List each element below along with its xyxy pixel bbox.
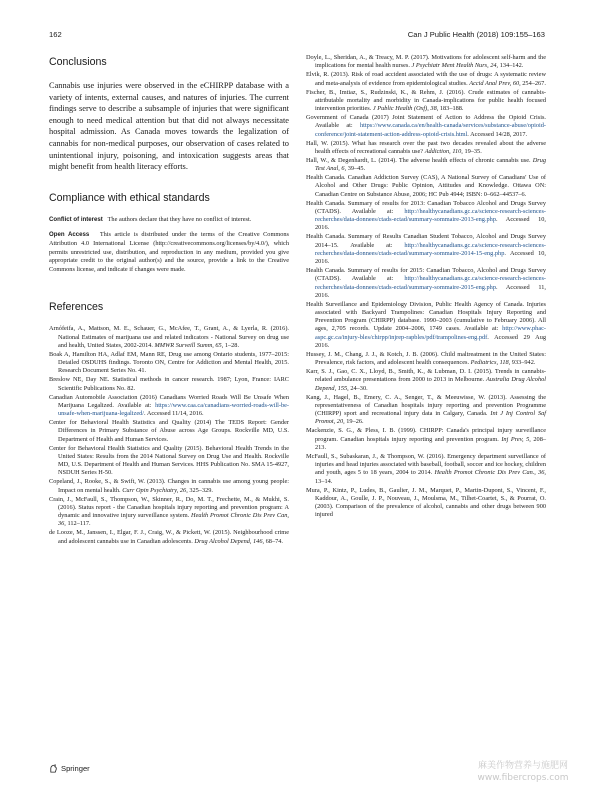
reference-entry: Karr, S. J., Gao, C. X., Lloyd, B., Smith, K., & Lubman, D. I. (2015). Trends in cannabis-related ambulance presentations from 2000 to 2013 in Melbourne. Australia Drug Alcohol Depend, 155, 24–30. xyxy=(306,368,546,392)
reference-journal: Health Promot Chronic Dis Prev Can., 36, xyxy=(434,469,546,477)
journal-citation: Can J Public Health (2018) 109:155–163 xyxy=(407,30,545,39)
reference-list-left xyxy=(49,325,289,545)
reference-journal: Health Promot Chronic Dis Prev Can, 36, xyxy=(58,512,289,528)
conflict-text: The authors declare that they have no conflict of interest. xyxy=(107,215,252,223)
reference-entry: Fischer, B., Imtiaz, S., Rudzinski, K., & Rehm, J. (2016). Crude estimates of cannabis-attributable mortality and morbidity in Canada-implications for public health focused intervention priorities. J Public Health (Oxf), 38, 183–188. xyxy=(306,88,546,112)
watermark-line1: 麻美作物营养与施肥网 xyxy=(477,761,568,771)
conclusions-heading: Conclusions xyxy=(49,56,107,68)
reference-entry: Mackenzie, S. G., & Pless, I. B. (1999). CHIRPP: Canada's principal injury surveillance program. Canadian hospitals injury reporting and prevention program. Inj Prev, 5, 208–213. xyxy=(306,427,546,451)
reference-entry: Health Canada. Canadian Addiction Survey (CAS), A National Survey of Canadians' Use of Alcohol and Other Drugs: Public Opinion, Attitudes and Knowledge. Ottawa ON: Canadian Centre on Substance Abuse, 2006; HC Pub 4944; ISBN: 0–662–44537–6. xyxy=(306,174,546,198)
reference-journal: Accid Anal Prev, 60, xyxy=(469,79,521,87)
open-access-label: Open Access xyxy=(49,231,90,239)
reference-entry: Center for Behavioral Health Statistics and Quality (2015). Behavioral Health Trends in the United States: Results from the 2014 National Survey on Drug Use and Health. Rockville MD, U.S. Department of Health and Human Services. HHS Publication No. SMA 15-4927, NSDUH Series H-50. xyxy=(49,444,289,477)
reference-link[interactable]: http://healthycanadians.gc.ca/science-research-sciences-recherches/data-donnees/ctads-ectad/summary-sommaire-2014-15-eng.php xyxy=(315,241,547,257)
running-header xyxy=(49,30,545,42)
ethics-heading: Compliance with ethical standards xyxy=(49,191,210,204)
publisher-footer xyxy=(49,764,90,773)
publisher-name: Springer xyxy=(61,764,90,773)
page-number: 162 xyxy=(49,30,62,39)
reference-entry: Health Canada. Summary of results for 2013: Canadian Tobacco Alcohol and Drugs Survey (CTADS). Available at: http://healthycanadians.gc.ca/science-research-sciences-recherches/data-donnees/ctads-ectad/summary-sommaire-2013-eng.php. Accessed 10, 2016. xyxy=(306,199,547,232)
reference-entry: Canadian Automobile Association (2016) Canadians Worried Roads Will Be Unsafe When Marijuana Legalized. Available at: https://www.caa.ca/canadians-worried-roads-will-be-unsafe-when-marijuana-legalized/. Accessed 11/14, 2016. xyxy=(49,393,290,418)
reference-journal: Inj Prev, 5, xyxy=(501,435,531,443)
site-watermark xyxy=(458,760,588,784)
reference-entry: Copeland, J., Rooke, S., & Swift, W. (2013). Changes in cannabis use among young people: Impact on mental health. Curr Opin Psychiatry, 26, 325–329. xyxy=(49,478,289,494)
reference-journal: Drug Test Anal, 6, xyxy=(315,156,546,173)
reference-journal: Addiction, 110, xyxy=(424,147,463,155)
reference-journal: Int J Inj Control Saf Promot, 20, xyxy=(315,410,546,426)
reference-entry: Elvik, R. (2013). Risk of road accident associated with the use of drugs: A systematic review and meta-analysis of evidence from epidemiological studies. Accid Anal Prev, 60, 254–267. xyxy=(306,71,546,87)
left-column xyxy=(49,54,289,547)
reference-journal: J Public Health (Oxf), 38, xyxy=(372,105,439,112)
conflict-of-interest xyxy=(49,216,289,225)
watermark-line2: www.fibercrops.com xyxy=(477,773,569,783)
reference-entry: McFaull, S., Subaskaran, J., & Thompson, W. (2016). Emergency department surveillance of injuries and head injuries associated with baseball, football, soccer and ice hockey, children and youth, ages 5 to 18 years, 2004 to 2014. Health Promot Chronic Dis Prev Can., 36, 13–14. xyxy=(306,452,546,485)
reference-entry: Boak A, Hamilton HA, Adlaf EM, Mann RE, Drug use among Ontario students, 1977–2015: Detailed OSDUHS findings. Toronto ON, Centre for Addiction and Mental Health, 2015. Research Document Series No. 41. xyxy=(49,350,289,375)
reference-link[interactable]: https://www.canada.ca/en/health-canada/services/substance-abuse/opioid-conference/joint-statement-action-address-opioid-crisis.html xyxy=(315,122,546,138)
reference-journal: Pediatrics, 118, xyxy=(470,359,511,367)
reference-link[interactable]: http://www.phac-aspc.gc.ca/injury-bles/chirpp/injrep-rapbles/pdf/trampolines-eng.pdf xyxy=(315,325,547,341)
reference-entry: Health Surveillance and Epidemiology Division, Public Health Agency of Canada. Injuries associated with Backyard Trampolines: Canadian Hospitals Injury Reporting and Prevention Program (CHIRPP) database. 1990–2003 (cumulative to February 2006). All ages, 2,705 records. Update 2004–2006, 1749 cases. Available at: http://www.phac-aspc.gc.ca/injury-bles/chirpp/injrep-rapbles/pdf/trampolines-eng.pdf. Accessed 29 Aug 2016. xyxy=(306,300,547,349)
reference-entry: Mura, P., Kintz, P., Ludes, B., Gaulier, J. M., Marquet, P., Martin-Dupont, S., Vincent, F., Kaddour, A., Goulle, J. P., Nouveau, J., Moulsma, M., Tilhet-Coartet, S., & Pourrat, O. (2003). Comparison of the prevalence of alcohol, cannabis and other drugs between 900 injured xyxy=(306,486,546,519)
reference-entry: Hall, W., & Degenhardt, L. (2014). The adverse health effects of chronic cannabis use. Drug Test Anal, 6, 39–45. xyxy=(306,156,546,173)
reference-entry: Arnófeifa, A., Mattson, M. E., Schauer, G., McAfee, T., Grant, A., & Lyerla, R. (2016). National Estimates of marijuana use and related indicators - National Survey on drug use and health, United States, 2002-2014. MMWR Surveill Summ, 65, 1–28. xyxy=(49,325,289,349)
reference-entry: Center for Behavioral Health Statistics and Quality (2014) The TEDS Report: Gender Differences in Primary Substance of Abuse across Age Groups. Rockville MD, U.S. Department of Health and Human Services. xyxy=(49,419,289,443)
reference-journal: Drug Alcohol Depend, 146, xyxy=(194,537,265,545)
springer-horse-icon xyxy=(49,764,58,773)
reference-link[interactable]: http://healthycanadians.gc.ca/science-research-sciences-recherches/data-donnees/ctads-ectad/summary-sommaire-2015-eng.php xyxy=(315,275,547,291)
conclusions-text: Cannabis use injuries were observed in the eCHIRPP database with a variety of intents, external causes, and natures of injuries. The current findings serve to describe a subsample of injuries that were significant enough to need medical attention but that did not always necessitate hospital admission. As Canada moves towards the legalization of cannabis for non-medical purposes, our observation of cases related to unintentional injury, poisoning, and intoxication suggests areas that might benefit from health literacy efforts. xyxy=(49,81,289,172)
right-column xyxy=(306,54,546,520)
reference-entry: Hall, W. (2015). What has research over the past two decades revealed about the adverse health effects of recreational cannabis use? Addiction, 110, 19–35. xyxy=(306,139,546,155)
reference-entry: Government of Canada (2017) Joint Statement of Action to Address the Opioid Crisis. Available at: https://www.canada.ca/en/health-canada/services/substance-abuse/opioid-conference/joint-statement-action-address-opioid-crisis.html. Accessed 14/28, 2017. xyxy=(306,114,546,138)
reference-link[interactable]: http://healthycanadians.gc.ca/science-research-sciences-recherches/data-donnees/ctads-ectad/summary-sommaire-2013-eng.php xyxy=(315,207,547,224)
reference-entry: Health Canada. Summary of results for 2015: Canadian Tobacco, Alcohol and Drugs Survey (CTADS). Available at: http://healthycanadians.gc.ca/science-research-sciences-recherches/data-donnees/ctads-ectad/summary-sommaire-2015-eng.php. Accessed 11, 2016. xyxy=(306,267,547,299)
reference-entry: Health Canada. Summary of Results Canadian Student Tobacco, Alcohol and Drugs Survey 2014–15. Available at: http://healthycanadians.gc.ca/science-research-sciences-recherches/data-donnees/ctads-ectad/summary-sommaire-2014-15-eng.php. Accessed 10, 2016. xyxy=(306,233,547,265)
open-access-statement xyxy=(49,231,289,274)
reference-journal: Australia Drug Alcohol Depend, 155, xyxy=(315,376,546,392)
conflict-label: Conflict of interest xyxy=(49,215,103,223)
reference-entry: de Looze, M., Janssen, I., Elgar, F. J., Craig, W., & Pickett, W. (2015). Neighbourhood crime and adolescent cannabis use in Canadian adolescents. Drug Alcohol Depend, 146, 68–74. xyxy=(49,529,289,545)
reference-list-right xyxy=(306,54,546,519)
references-heading: References xyxy=(49,301,104,314)
open-access-text: This article is distributed under the terms of the Creative Commons Attribution 4.0 International License (http://creativecommons.org/licenses/by/4.0/), which permits unrestricted use, distribution, and reproduction in any medium, provided you give appropriate credit to the original author(s) and the source, provide a link to the Creative Commons license, and indicate if changes were made. xyxy=(49,231,289,273)
reference-link[interactable]: https://www.caa.ca/canadians-worried-roads-will-be-unsafe-when-marijuana-legalized/ xyxy=(58,401,290,418)
reference-entry: Hussey, J. M., Chang, J. J., & Kotch, J. B. (2006). Child maltreatment in the United States: Prevalence, risk factors, and adolescent health consequences. Pediatrics, 118, 933–942. xyxy=(306,350,546,367)
reference-entry: Kang, J., Hagel, B., Emery, C. A., Senger, T., & Meeuwisse, W. (2013). Assessing the representativeness of Canadian hospitals injury reporting and prevention Programme (CHIRPP) sport and recreational injury data in Calgary, Canada. Int J Inj Control Saf Promot, 20, 19–26. xyxy=(306,393,546,426)
reference-journal: MMWR Surveill Summ, 65, xyxy=(154,341,224,349)
reference-entry: Doyle, L., Sheridan, A., & Treacy, M. P. (2017). Motivations for adolescent self-harm and the implications for mental health nurses. J Psychiatr Ment Health Nurs, 24, 134–142. xyxy=(306,54,546,70)
reference-journal: Curr Opin Psychiatry, 26, xyxy=(122,486,188,494)
reference-entry: Breslow NE, Day NE. Statistical methods in cancer research. 1987; Lyon, France: IARC Scientific Publications No. 82. xyxy=(49,376,289,392)
reference-entry: Crain, J., McFaull, S., Thompson, W., Skinner, R., Do, M. T., Frechette, M., & Mukhi, S. (2016). Status report - the Canadian hospitals injury reporting and prevention program: A dynamic and innovative injury surveillance system. Health Promot Chronic Dis Prev Can, 36, 112–117. xyxy=(49,495,289,528)
reference-journal: J Psychiatr Ment Health Nurs, 24, xyxy=(411,62,499,70)
